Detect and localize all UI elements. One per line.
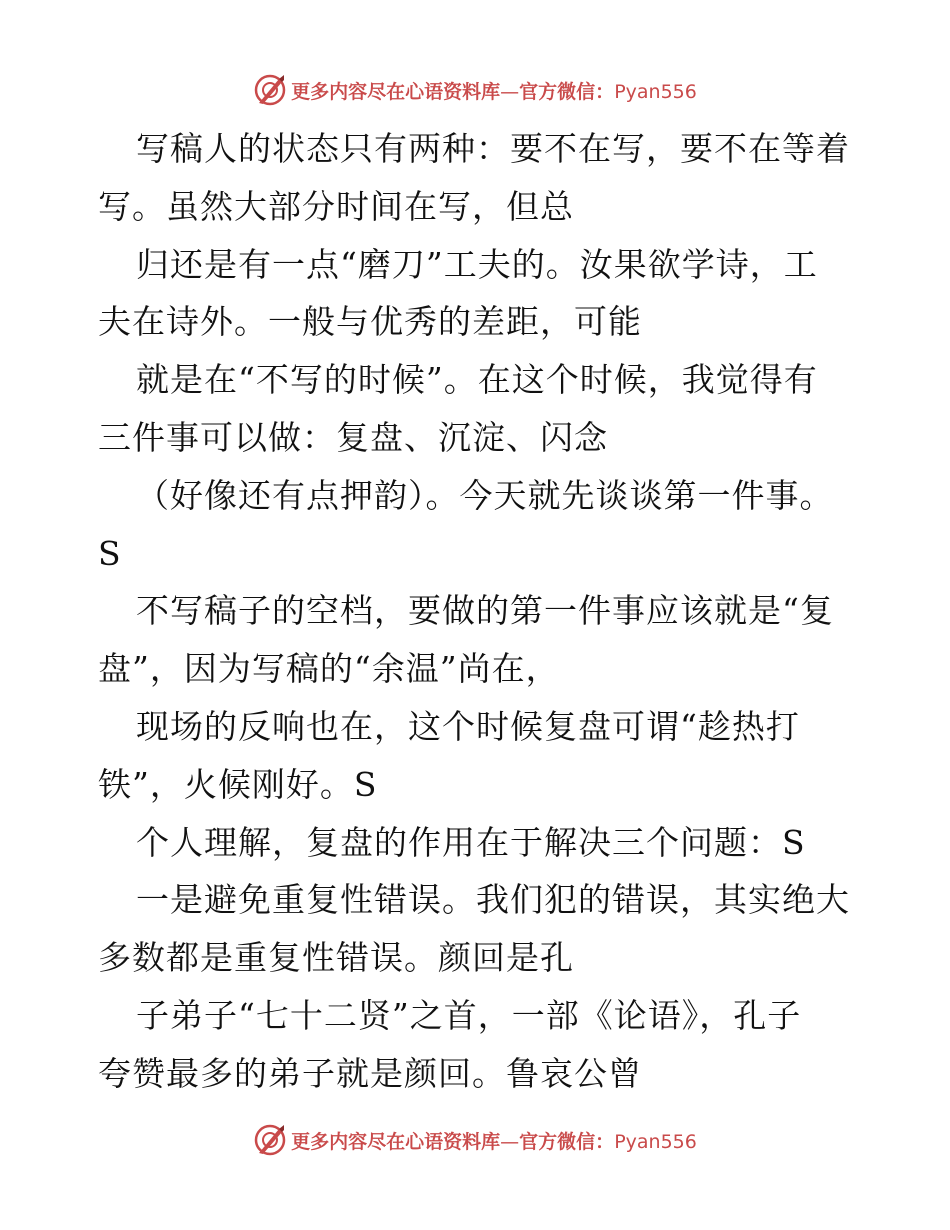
header-banner-text — [291, 77, 697, 104]
quill-logo-icon — [253, 73, 287, 107]
footer-banner-wechat-label: 官方微信： — [519, 1130, 615, 1153]
text-line: 现场的反响也在，这个时候复盘可谓“趁热打 — [136, 706, 800, 746]
text-line: 铁”，火候刚好。S — [98, 764, 378, 804]
text-line: 子弟子“七十二贤”之首，一部《论语》，孔子 — [136, 995, 802, 1035]
header-banner-wechat-id: Pyan556 — [614, 80, 697, 103]
header-banner-wechat-label: 官方微信： — [519, 80, 615, 103]
header-watermark-banner — [0, 70, 950, 110]
text-line: S — [98, 533, 122, 573]
text-line: 三件事可以做：复盘、沉淀、闪念 — [98, 417, 608, 457]
quill-logo-icon — [253, 1123, 287, 1157]
text-line: （好像还有点押韵）。今天就先谈谈第一件事。 — [136, 475, 834, 515]
text-line: 多数都是重复性错误。颜回是孔 — [98, 938, 574, 978]
text-line: 盘”，因为写稿的“余温”尚在， — [98, 649, 560, 689]
text-line: 写稿人的状态只有两种：要不在写，要不在等着 — [136, 129, 850, 168]
text-line: 个人理解，复盘的作用在于解决三个问题：S — [136, 822, 806, 862]
footer-banner-wechat-id: Pyan556 — [614, 1130, 697, 1153]
text-line: 不写稿子的空档，要做的第一件事应该就是“复 — [136, 591, 834, 631]
text-line: 夫在诗外。一般与优秀的差距，可能 — [98, 302, 642, 342]
footer-banner-text — [291, 1127, 697, 1154]
header-banner-separator: — — [500, 80, 520, 103]
footer-banner-separator: — — [500, 1130, 520, 1153]
text-line: 夸赞最多的弟子就是颜回。鲁哀公曾 — [98, 1053, 642, 1093]
text-line: 就是在“不写的时候”。在这个时候，我觉得有 — [136, 360, 818, 400]
text-line: 写。虽然大部分时间在写，但总 — [98, 186, 574, 226]
text-line: 一是避免重复性错误。我们犯的错误，其实绝大 — [136, 880, 850, 920]
text-line: 归还是有一点“磨刀”工夫的。汝果欲学诗，工 — [136, 244, 818, 284]
footer-watermark-banner — [0, 1120, 950, 1160]
header-banner-site: 更多内容尽在心语资料库 — [291, 80, 501, 103]
document-body — [98, 120, 858, 1103]
footer-banner-site: 更多内容尽在心语资料库 — [291, 1130, 501, 1153]
